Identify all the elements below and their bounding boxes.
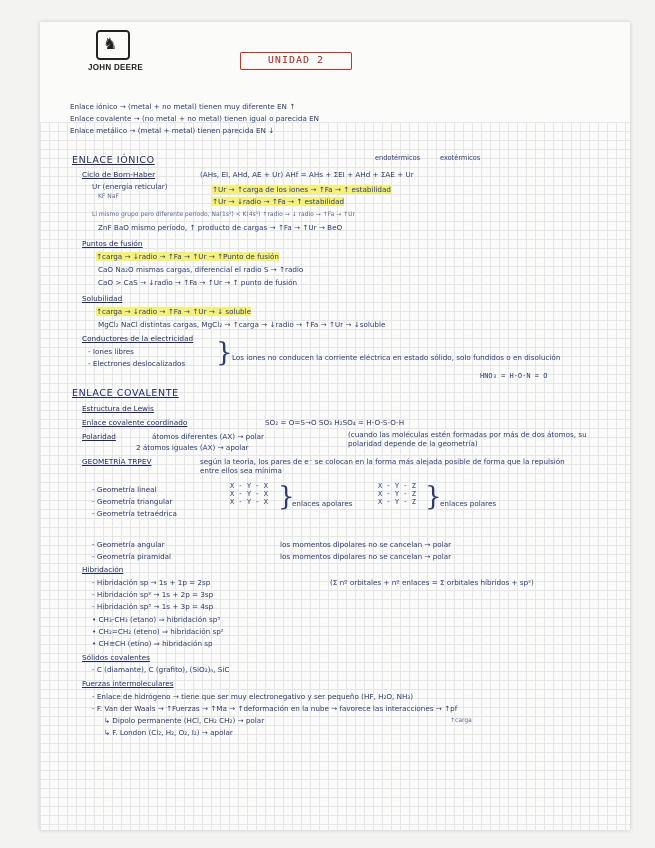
ur-branch-2: ↑Ur → ↓radio → ↑Fa → ↑ estabilidad	[212, 197, 345, 206]
forces-line-4: ↳ F. London (Cl₂, H₂, O₂, I₂) → apolar	[104, 728, 233, 737]
solubility-example: MgCl₂ NaCl distintas cargas, MgCl₂ → ↑carga → ↓radio → ↑Fa → ↑Ur → ↓soluble	[98, 320, 386, 329]
conductors-item-1: - Iones libres	[88, 347, 134, 356]
melting-example-2: CaO > CaS → ↓radio → ↑Fa → ↑Ur → ↑ punto de fusión	[98, 278, 298, 287]
polarity-note: (cuando las moléculas estén formadas por más de dos átomos, su polaridad depende de la geometría)	[348, 430, 587, 448]
brace-icon: }	[425, 482, 442, 512]
apolar-label: enlaces apolares	[292, 499, 353, 508]
unit-title: UNIDAD 2	[240, 52, 352, 70]
solubility-label: Solubilidad	[82, 294, 123, 303]
geometry-item-5: - Geometría piramidal	[92, 552, 172, 561]
brand-name: JOHN DEERE	[88, 63, 144, 72]
intro-line-1: Enlace iónico → (metal + no metal) tienen muy diferente EN ↑	[70, 102, 296, 111]
hybrid-note: (Σ nº orbitales + nº enlaces = Σ orbitales híbridos + sp²)	[330, 578, 534, 587]
geometry-note-1: los momentos dipolares no se cancelan → polar	[280, 540, 452, 549]
hybrid-label: Hibridación	[82, 565, 124, 574]
trpev-description: según la teoría, los pares de e⁻ se colocan en la forma más alejada posible de forma que la repulsión entre ellos sea mínima	[200, 457, 565, 475]
dative-example: SO₂ = O=S→O SO₃ H₂SO₄ = H-O-S-O-H	[265, 418, 405, 427]
forces-note: ↑carga	[450, 717, 472, 724]
deer-icon: ♞	[96, 30, 130, 60]
forces-label: Fuerzas intermoleculares	[82, 679, 174, 688]
polarity-line-2: 2 átomos iguales (AX) → apolar	[136, 443, 249, 452]
intro-line-2: Enlace covalente → (no metal + no metal) tienen igual o parecida EN	[70, 114, 320, 123]
brand-logo	[88, 30, 144, 72]
geometry-sketch-polar: X - Y - Z X - Y - Z X - Y - Z	[378, 482, 416, 506]
polarity-label: Polaridad	[82, 432, 116, 441]
hybrid-item-1: - Hibridación sp → 1s + 1p = 2sp	[92, 578, 211, 587]
polar-label: enlaces polares	[440, 499, 497, 508]
conductors-note: Los iones no conducen la corriente eléctrica en estado sólido, solo fundidos o en disolución	[232, 353, 561, 362]
conductors-label: Conductores de la electricidad	[82, 334, 194, 343]
exothermic-annotation: exotérmicos	[440, 154, 481, 162]
geometry-sketch-apolar: X - Y - X X - Y - X X - Y - X	[230, 482, 268, 506]
born-haber-formula: (AHs, EI, AHd, AE + Ur) AHf = AHs + ΣEI + AHd + ΣAE + Ur	[200, 170, 414, 179]
ur-line: Ur (energía reticular)	[92, 182, 168, 191]
melting-rule: ↑carga → ↓radio → ↑Fa → ↑Ur → ↑Punto de fusión	[96, 252, 279, 261]
ionic-heading: ENLACE IÓNICO	[72, 155, 155, 166]
notebook-page	[40, 22, 630, 830]
melting-example-1: CaO Na₂O mismas cargas, diferencial el radio S → ↑radio	[98, 265, 304, 274]
endothermic-annotation: endotérmicos	[375, 154, 421, 162]
brace-icon: }	[278, 482, 295, 512]
solubility-rule: ↑carga → ↓radio → ↑Fa → ↑Ur → ↓ soluble	[96, 307, 252, 316]
dative-label: Enlace covalente coordinado	[82, 418, 188, 427]
intro-line-3: Enlace metálico → (metal + metal) tienen parecida EN ↓	[70, 126, 275, 135]
ur-example-1: KF NaF	[98, 193, 119, 200]
melting-label: Puntos de fusión	[82, 239, 143, 248]
geometry-item-1: - Geometría lineal	[92, 485, 157, 494]
forces-line-1: - Enlace de hidrógeno → tiene que ser muy electronegativo y ser pequeño (HF, H₂O, NH₃)	[92, 692, 414, 701]
hybrid-item-5: • CH₂=CH₂ (eteno) ⇒ hibridación sp²	[92, 627, 224, 636]
brace-icon: }	[216, 338, 233, 368]
hno3-structure: HNO₃ = H-O-N = O	[480, 372, 548, 380]
ur-example-3: ZnF BaO mismo período, ↑ producto de cargas → ↑Fa → ↑Ur → BeO	[98, 223, 343, 232]
covalent-heading: ENLACE COVALENTE	[72, 388, 179, 399]
conductors-item-2: - Electrones deslocalizados	[88, 359, 186, 368]
geometry-item-2: - Geometría triangular	[92, 497, 173, 506]
polarity-line-1: átomos diferentes (AX) → polar	[152, 432, 264, 441]
geometry-note-2: los momentos dipolares no se cancelan → polar	[280, 552, 452, 561]
forces-line-3: ↳ Dipolo permanente (HCl, CH₂ CH₂) → polar	[104, 716, 265, 725]
solids-label: Sólidos covalentes	[82, 653, 150, 662]
hybrid-item-2: - Hibridación sp² → 1s + 2p = 3sp	[92, 590, 214, 599]
geometry-item-4: - Geometría angular	[92, 540, 165, 549]
solids-example: - C (diamante), C (grafito), (SiO₂)ₙ, SiC	[92, 665, 230, 674]
hybrid-item-6: • CH≡CH (etino) ⇒ hibridación sp	[92, 639, 213, 648]
ur-branch-1: ↑Ur → ↑carga de los iones → ↑Fa → ↑ estabilidad	[212, 185, 391, 194]
ur-example-2: Li mismo grupo pero diferente período, Na(1s²) < K(4s¹) ↑radio → ↓ radio → ↑Fa → ↑Ur	[92, 211, 355, 218]
hybrid-item-4: • CH₃-CH₃ (etano) ⇒ hibridación sp³	[92, 615, 221, 624]
born-haber-label: Ciclo de Born-Haber	[82, 170, 156, 179]
hybrid-item-3: - Hibridación sp³ → 1s + 3p = 4sp	[92, 602, 214, 611]
forces-line-2: - F. Van der Waals → ↑Fuerzas → ↑Ma → ↑deformación en la nube → favorece las interacciones → ↑pf	[92, 704, 458, 713]
geometry-item-3: - Geometría tetraédrica	[92, 509, 177, 518]
lewis-label: Estructura de Lewis	[82, 404, 154, 413]
trpev-label: GEOMETRÍA TRPEV	[82, 457, 152, 466]
